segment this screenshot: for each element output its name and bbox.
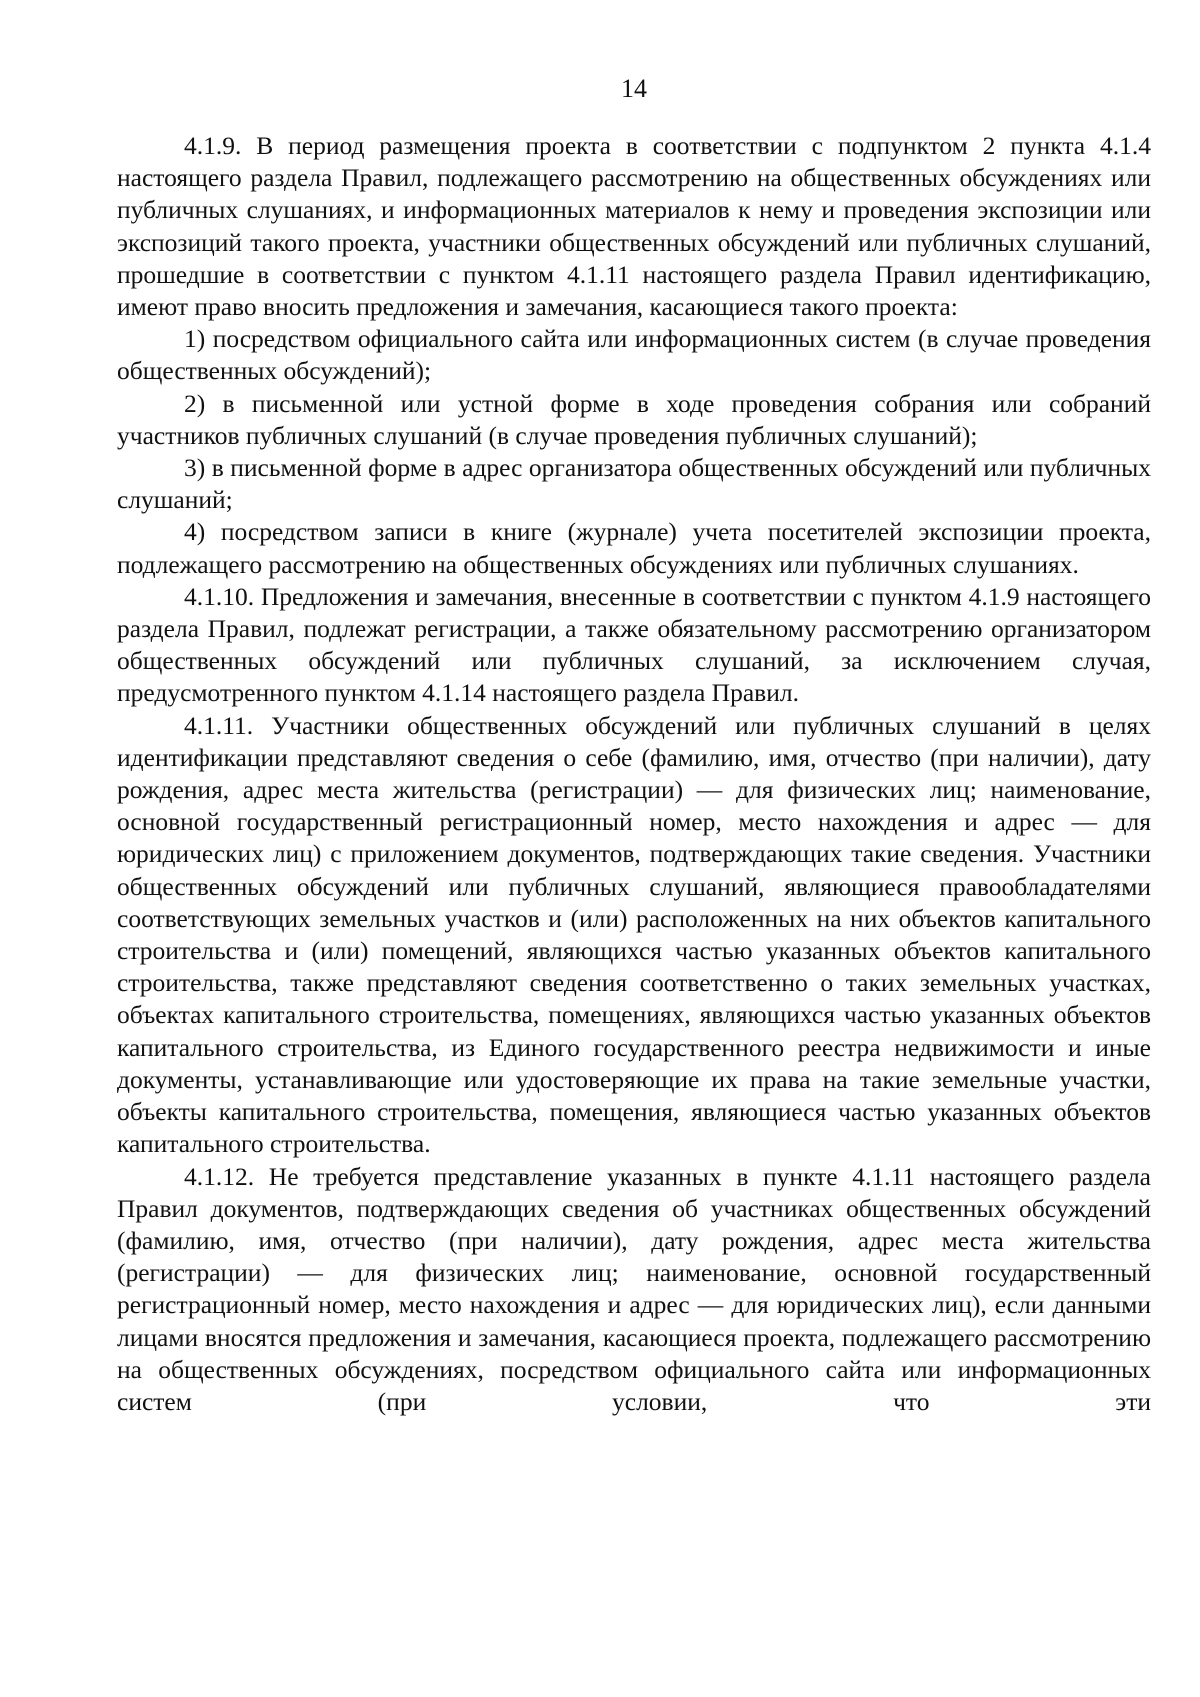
page-number: 14 [621, 74, 647, 103]
paragraph-4-1-12: 4.1.12. Не требуется представление указанных в пункте 4.1.11 настоящего раздела Правил документов, подтверждающих сведения об участниках общественных обсуждений (фамилию, имя, отчество (при наличии), дату рождения, адрес места жительства (регистрации) — для физических лиц; наименование, основной государственный регистрационный номер, место нахождения и адрес — для юридических лиц), если данными лицами вносятся предложения и замечания, касающиеся проекта, подлежащего рассмотрению на общественных обсуждениях, посредством официального сайта или информационных систем (при условии, что эти [117, 1161, 1151, 1416]
paragraph-4-1-11: 4.1.11. Участники общественных обсуждений или публичных слушаний в целях идентификации представляют сведения о себе (фамилию, имя, отчество (при наличии), дату рождения, адрес места жительства (регистрации) — для физических лиц; наименование, основной государственный регистрационный номер, место нахождения и адрес — для юридических лиц) с приложением документов, подтверждающих такие сведения. Участники общественных обсуждений или публичных слушаний, являющиеся правообладателями соответствующих земельных участков и (или) расположенных на них объектов капитального строительства и (или) помещений, являющихся частью указанных объектов капитального строительства, также представляют сведения соответственно о таких земельных участках, объектах капитального строительства, помещениях, являющихся частью указанных объектов капитального строительства, из Единого государственного реестра недвижимости и иные документы, устанавливающие или удостоверяющие их права на такие земельные участки, объекты капитального строительства, помещения, являющиеся частью указанных объектов капитального строительства. [117, 710, 1151, 1159]
list-item-2: 2) в письменной или устной форме в ходе проведения собрания или собраний участников публичных слушаний (в случае проведения публичных слушаний); [117, 388, 1151, 450]
paragraph-4-1-9: 4.1.9. В период размещения проекта в соответствии с подпунктом 2 пункта 4.1.4 настоящего раздела Правил, подлежащего рассмотрению на общественных обсуждениях или публичных слушаниях, и информационных материалов к нему и проведения экспозиции или экспозиций такого проекта, участники общественных обсуждений или публичных слушаний, прошедшие в соответствии с пунктом 4.1.11 настоящего раздела Правил идентификацию, имеют право вносить предложения и замечания, касающиеся такого проекта: [117, 131, 1151, 322]
list-item-4: 4) посредством записи в книге (журнале) учета посетителей экспозиции проекта, подлежащего рассмотрению на общественных обсуждениях или публичных слушаниях. [117, 517, 1151, 579]
list-item-1: 1) посредством официального сайта или информационных систем (в случае проведения общественных обсуждений); [117, 324, 1151, 386]
paragraph-4-1-10: 4.1.10. Предложения и замечания, внесенные в соответствии с пунктом 4.1.9 настоящего раздела Правил, подлежат регистрации, а также обязательному рассмотрению организатором общественных обсуждений или публичных слушаний, за исключением случая, предусмотренного пунктом 4.1.14 настоящего раздела Правил. [117, 581, 1151, 708]
document-body [117, 130, 1151, 1418]
list-item-3: 3) в письменной форме в адрес организатора общественных обсуждений или публичных слушаний; [117, 453, 1151, 515]
